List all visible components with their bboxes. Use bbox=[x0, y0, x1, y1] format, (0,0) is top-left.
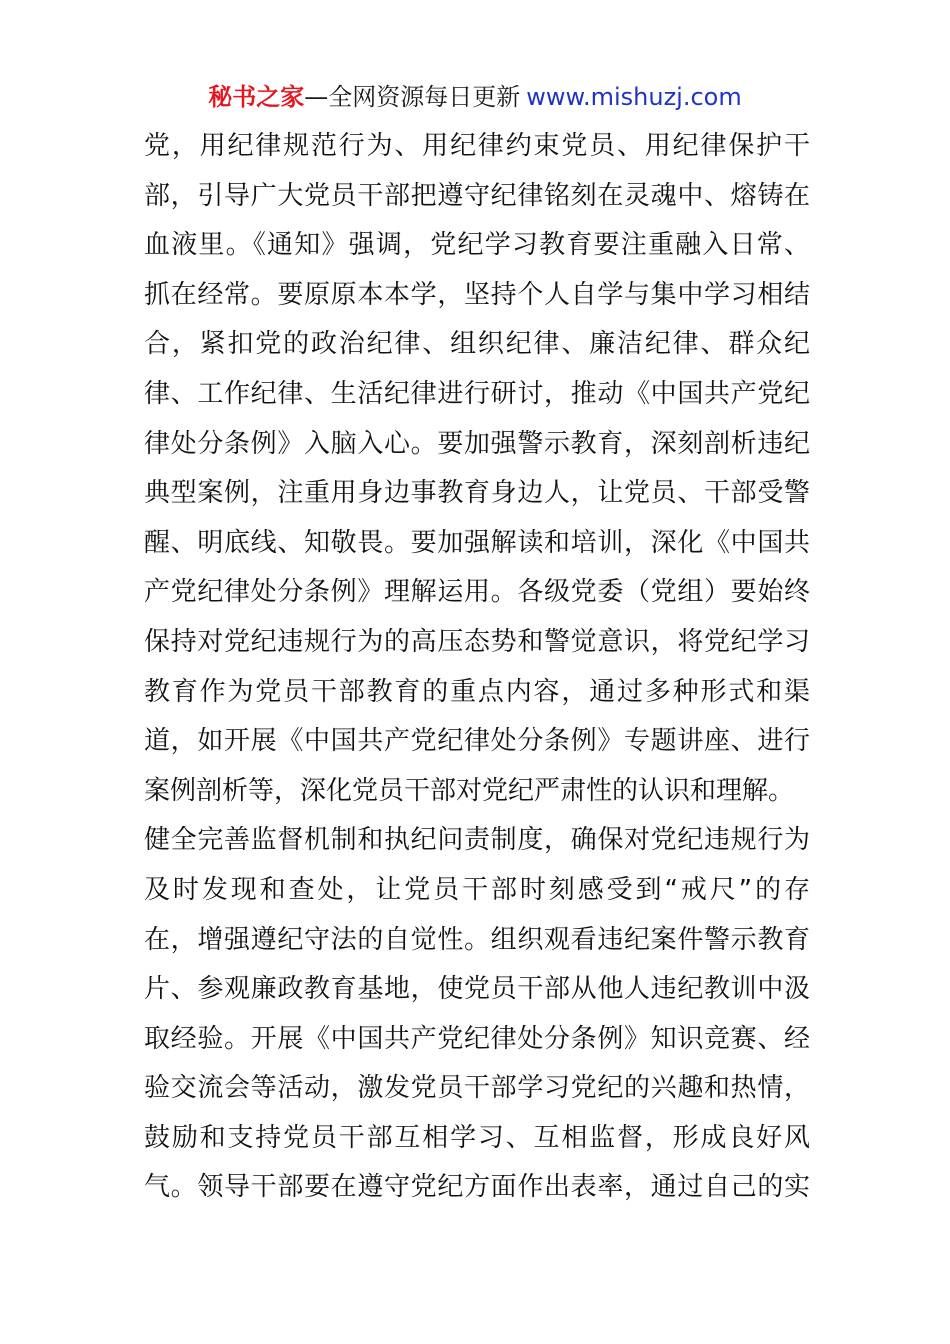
header-tagline: —全网资源每日更新 bbox=[304, 83, 521, 111]
text-line: 取经验。开展《中国共产党纪律处分条例》知识竞赛、经 bbox=[144, 1023, 810, 1054]
text-line: 律处分条例》入脑入心。要加强警示教育，深刻剖析违纪 bbox=[144, 428, 810, 459]
brand-name: 秘书之家 bbox=[208, 83, 305, 111]
text-line: 部，引导广大党员干部把遵守纪律铭刻在灵魂中、熔铸在 bbox=[144, 180, 810, 211]
page-header bbox=[0, 80, 950, 114]
text-line: 鼓励和支持党员干部互相学习、互相监督，形成良好风 bbox=[144, 1122, 810, 1153]
text-line: 产党纪律处分条例》理解运用。各级党委（党组）要始终 bbox=[144, 577, 810, 608]
text-line: 及时发现和查处，让党员干部时刻感受到“戒尺”的存 bbox=[144, 874, 810, 905]
text-line: 气。领导干部要在遵守党纪方面作出表率，通过自己的实 bbox=[144, 1172, 810, 1203]
text-line: 抓在经常。要原原本本学，坚持个人自学与集中学习相结 bbox=[144, 279, 810, 310]
text-line: 保持对党纪违规行为的高压态势和警觉意识，将党纪学习 bbox=[144, 626, 810, 657]
text-line: 道，如开展《中国共产党纪律处分条例》专题讲座、进行 bbox=[144, 726, 810, 757]
text-line: 合，紧扣党的政治纪律、组织纪律、廉洁纪律、群众纪 bbox=[144, 329, 810, 360]
text-line: 教育作为党员干部教育的重点内容，通过多种形式和渠 bbox=[144, 676, 810, 707]
text-line: 健全完善监督机制和执纪问责制度，确保对党纪违规行为 bbox=[144, 825, 810, 856]
text-line: 血液里。《通知》强调，党纪学习教育要注重融入日常、 bbox=[144, 230, 810, 261]
text-line: 片、参观廉政教育基地，使党员干部从他人违纪教训中汲 bbox=[144, 974, 810, 1005]
text-line: 典型案例，注重用身边事教育身边人，让党员、干部受警 bbox=[144, 478, 810, 509]
body-text bbox=[144, 122, 810, 1213]
text-line: 在，增强遵纪守法的自觉性。组织观看违纪案件警示教育 bbox=[144, 924, 810, 955]
text-line: 案例剖析等，深化党员干部对党纪严肃性的认识和理解。 bbox=[144, 775, 795, 806]
text-line: 验交流会等活动，激发党员干部学习党纪的兴趣和热情， bbox=[144, 1073, 810, 1104]
text-line: 醒、明底线、知敬畏。要加强解读和培训，深化《中国共 bbox=[144, 527, 810, 558]
site-url-link[interactable]: www.mishuzj.com bbox=[526, 83, 742, 111]
text-line: 律、工作纪律、生活纪律进行研讨，推动《中国共产党纪 bbox=[144, 378, 810, 409]
text-line: 党，用纪律规范行为、用纪律约束党员、用纪律保护干 bbox=[144, 131, 810, 161]
